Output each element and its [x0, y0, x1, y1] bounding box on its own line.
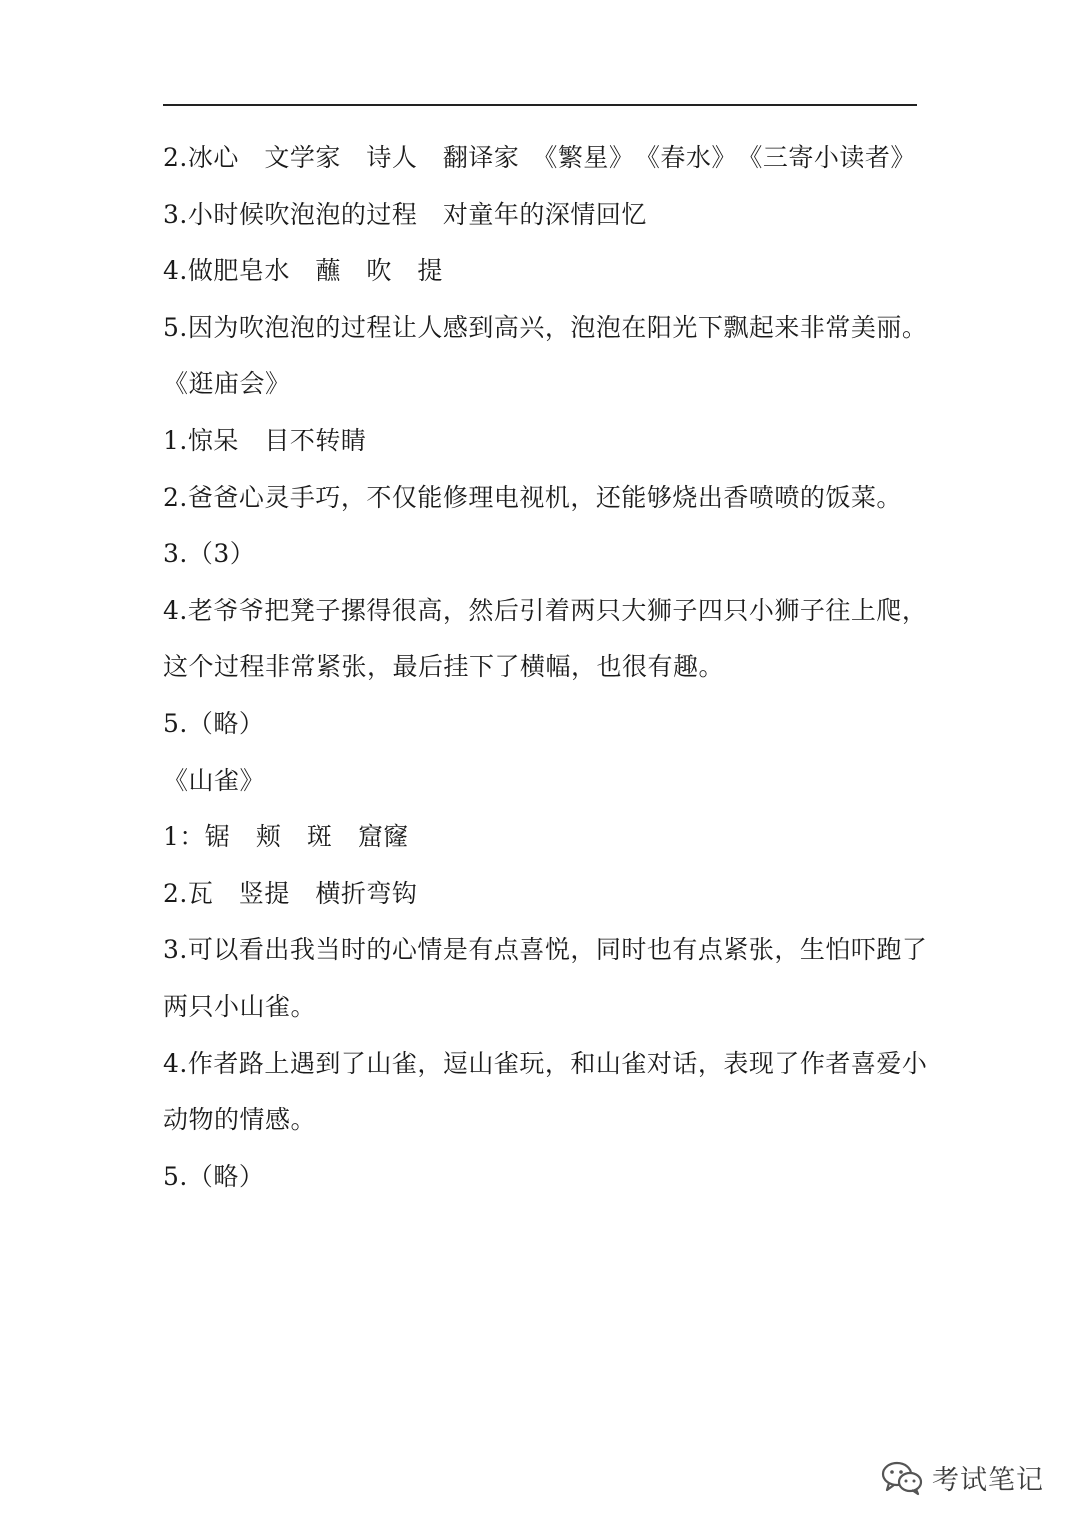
text-line: 这个过程非常紧张，最后挂下了横幅，也很有趣。 — [163, 652, 725, 682]
text-line: 动物的情感。 — [163, 1105, 317, 1135]
wechat-icon — [880, 1460, 924, 1496]
watermark-text: 考试笔记 — [932, 1465, 1044, 1496]
text-line: 5.（略） — [163, 708, 265, 738]
watermark — [880, 1458, 1044, 1497]
text-line: 2.爸爸心灵手巧，不仅能修理电视机，还能够烧出香喷喷的饭菜。 — [163, 482, 902, 512]
text-line: 1.惊呆 目不转睛 — [163, 425, 367, 455]
text-line: 4.做肥皂水 蘸 吹 提 — [163, 256, 443, 286]
text-line: 5.因为吹泡泡的过程让人感到高兴，泡泡在阳光下飘起来非常美丽。 — [163, 312, 928, 342]
section-title: 《逛庙会》 — [163, 369, 291, 399]
text-line: 2.冰心 文学家 诗人 翻译家 《繁星》 《春水》 《三寄小读者》 — [163, 143, 916, 172]
top-rule — [163, 104, 917, 106]
text-line: 5.（略） — [163, 1161, 265, 1191]
text-line: 3.小时候吹泡泡的过程 对童年的深情回忆 — [163, 199, 647, 229]
answer-text — [163, 130, 943, 1205]
text-line: 4.老爷爷把凳子摞得很高，然后引着两只大狮子四只小狮子往上爬， — [163, 595, 928, 625]
text-line: 3.（3） — [163, 539, 256, 569]
section-title: 《山雀》 — [163, 765, 266, 795]
text-line: 1：锯 颊 斑 窟窿 — [163, 822, 409, 852]
text-line: 4.作者路上遇到了山雀，逗山雀玩，和山雀对话，表现了作者喜爱小 — [163, 1048, 928, 1078]
text-line: 2.瓦 竖提 横折弯钩 — [163, 878, 418, 908]
text-line: 两只小山雀。 — [163, 991, 317, 1021]
text-line: 3.可以看出我当时的心情是有点喜悦，同时也有点紧张，生怕吓跑了 — [163, 935, 928, 965]
